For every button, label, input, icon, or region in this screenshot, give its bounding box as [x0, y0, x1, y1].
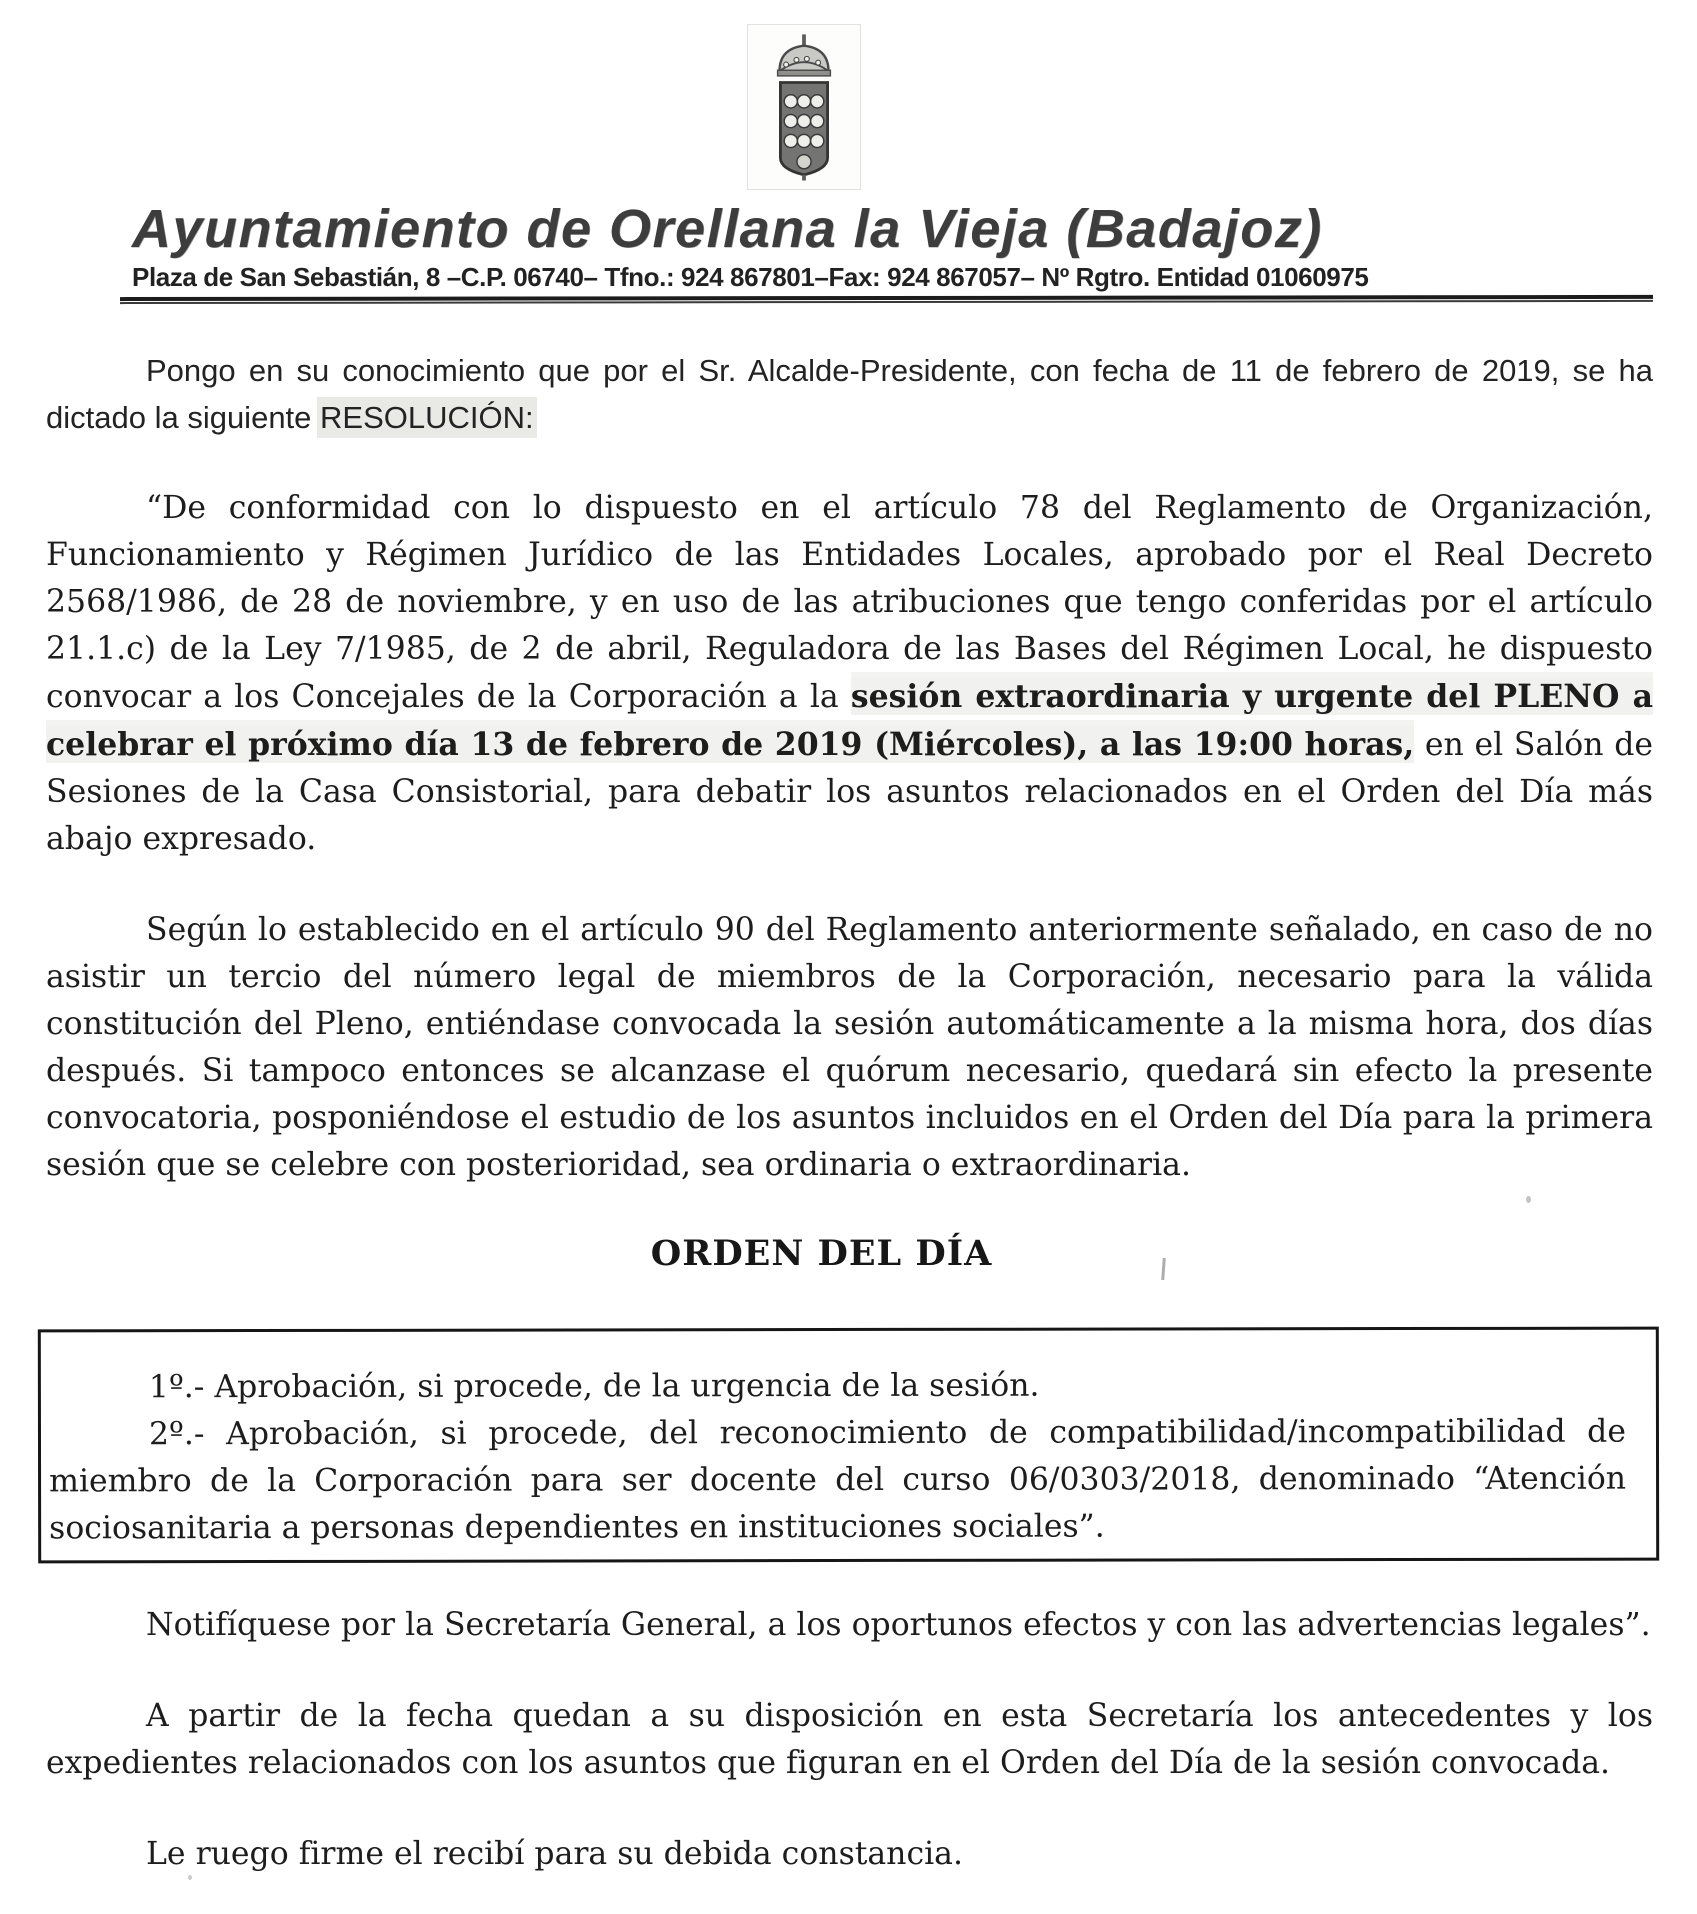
orden-del-dia-box: [38, 1327, 1659, 1564]
orden-item-1: 1º.- Aprobación, si procede, de la urgencia de la sesión.: [148, 1367, 1040, 1406]
paragraph-recibi: Le ruego firme el recibí para su debida constancia.: [146, 1836, 963, 1872]
paragraph-convocatoria: [46, 485, 1653, 863]
document-header: [46, 24, 1653, 303]
scan-artifact-speck: [188, 1875, 192, 1880]
convocatoria-text-after: en el Salón de Sesiones de la Casa Consistorial, para debatir los asuntos relacionados en el Orden del Día más abajo expresado.: [46, 727, 1653, 857]
closing-paragraphs: [46, 1602, 1653, 1878]
paragraph-notifiquese: Notifíquese por la Secretaría General, a los oportunos efectos y con las advertencias legales”.: [146, 1607, 1651, 1643]
page-title: Ayuntamiento de Orellana la Vieja (Badajoz): [132, 199, 1323, 259]
document-body: [46, 347, 1653, 1878]
session-datetime-bold: sesión extraordinaria y urgente del PLENO a celebrar el próximo día 13 de febrero de 2019 (Miércoles), a las 19:00 horas,: [46, 678, 1653, 763]
paragraph-quorum: Según lo establecido en el artículo 90 del Reglamento anteriormente señalado, en caso de no asistir un tercio del número legal de miembros de la Corporación, necesario para la válida constitución del Pleno, entiéndase convocada la sesión automáticamente a la misma hora, dos días después. Si tampoco entonces se alcanzase el quórum necesario, quedará sin efecto la presente convocatoria, posponiéndose el estudio de los asuntos incluidos en el Orden del Día para la primera sesión que se celebre con posterioridad, sea ordinaria o extraordinaria.: [46, 912, 1653, 1183]
convocatoria-text-before: “De conformidad con lo dispuesto en el artículo 78 del Reglamento de Organización, Funcionamiento y Régimen Jurídico de las Entidades Locales, aprobado por el Real Decreto 2568/1986, de 28 de noviembre, y en uso de las atribuciones que tengo conferidas por el artículo 21.1.c) de la Ley 7/1985, de 2 de abril, Reguladora de las Bases del Régimen Local, he dispuesto convocar a los Concejales de la Corporación a la: [46, 490, 1653, 715]
paragraph-expedientes: A partir de la fecha quedan a su disposición en esta Secretaría los antecedentes y los expedientes relacionados con los asuntos que figuran en el Orden del Día de la sesión convocada.: [46, 1698, 1653, 1781]
municipal-crest-icon: [747, 24, 861, 190]
coat-of-arms-graphic: [771, 31, 837, 183]
header-divider: [120, 295, 1653, 304]
header-address-line: Plaza de San Sebastián, 8 –C.P. 06740– Tfno.: 924 867801–Fax: 924 867057– Nº Rgtro. Entidad 01060975: [132, 262, 1369, 292]
orden-del-dia-heading: ORDEN DEL DÍA: [650, 1233, 993, 1274]
scan-artifact-dot: [1526, 1196, 1531, 1203]
resolution-highlight: RESOLUCIÓN:: [320, 400, 534, 435]
intro-text: Pongo en su conocimiento que por el Sr. Alcalde-Presidente, con fecha de 11 de febrero de 2019, se ha dictado la siguiente: [46, 353, 1653, 435]
orden-item-2: 2º.- Aprobación, si procede, del reconocimiento de compatibilidad/incompatibilidad de miembro de la Corporación para ser docente del curso 06/0303/2018, denominado “Atención sociosanitaria a personas dependientes en instituciones sociales”.: [49, 1413, 1627, 1547]
paragraph-intro: [46, 347, 1653, 441]
